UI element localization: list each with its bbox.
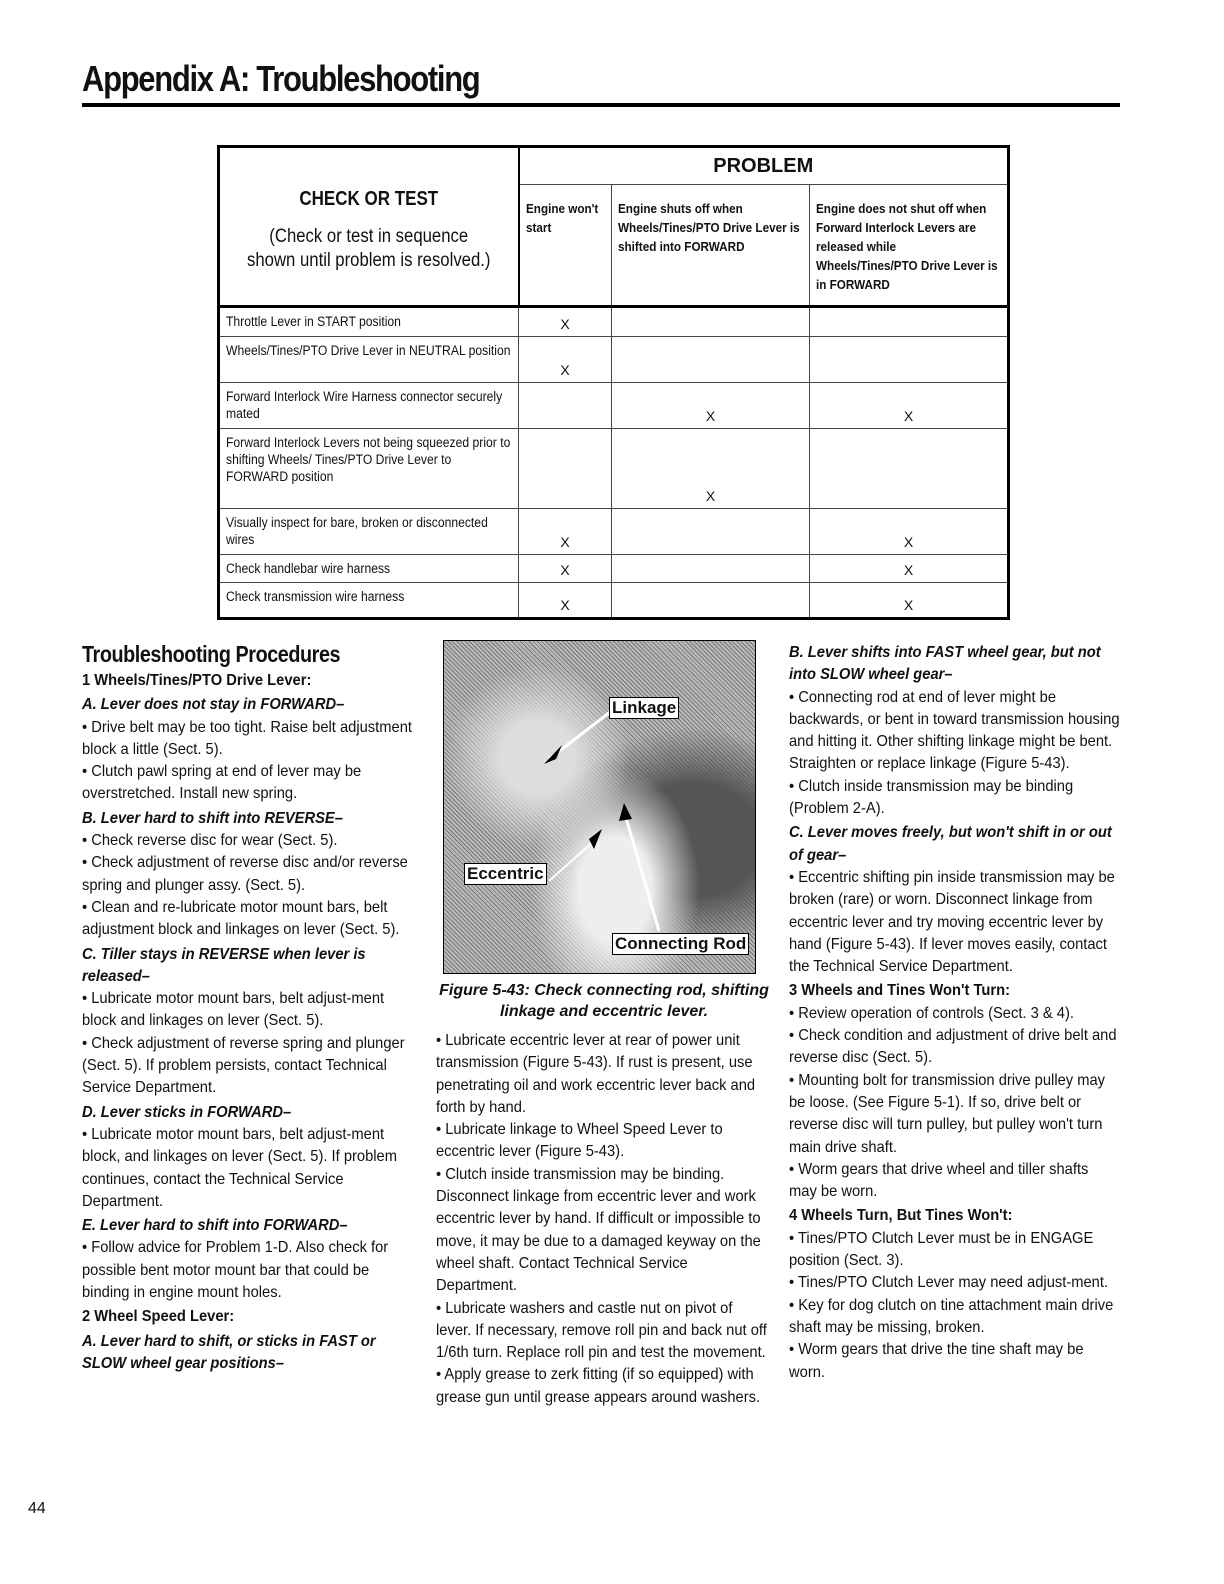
bullet: • Drive belt may be too tight. Raise belt adjustment block a little (Sect. 5). [82, 718, 412, 758]
label-connecting-rod: Connecting Rod [612, 933, 749, 955]
bullet: • Lubricate motor mount bars, belt adjust-ment block and linkages on lever (Sect. 5). [82, 990, 385, 1030]
middle-column [436, 1030, 772, 1409]
problem-mark [810, 307, 1009, 337]
figure-5-43-photo [443, 640, 756, 974]
arrow-icon [619, 803, 632, 821]
problem-mark: X [810, 555, 1009, 583]
problem-mark [810, 337, 1009, 383]
problem-mark: X [519, 583, 612, 619]
problem-mark: X [519, 509, 612, 555]
check-label [219, 583, 519, 619]
problem-mark: X [810, 583, 1009, 619]
bullet: • Lubricate linkage to Wheel Speed Lever to eccentric lever (Figure 5-43). [436, 1121, 723, 1161]
problem-mark [612, 555, 810, 583]
bullet: • Check reverse disc for wear (Sect. 5). [82, 832, 338, 850]
problem-mark [612, 583, 810, 619]
bullet: • Worm gears that drive the tine shaft may be worn. [789, 1341, 1084, 1381]
check-label [219, 337, 519, 383]
check-label-text: Check transmission wire harness [226, 589, 405, 604]
column-header [810, 185, 1009, 307]
problem-mark [519, 429, 612, 509]
title-rule [82, 103, 1120, 107]
subheading: 1 Wheels/Tines/PTO Drive Lever: [82, 672, 312, 689]
page-title: Appendix A: Troubleshooting [82, 58, 480, 99]
problem-heading: B. Lever hard to shift into REVERSE– [82, 809, 343, 827]
bullet: • Clutch inside transmission may be binding. Disconnect linkage from eccentric lever and work eccentric lever by hand. If difficult or impossible to move, it may be due to a damaged keyway on the wheel shaft. Contact Technical Service Department. [436, 1165, 761, 1295]
table-row [219, 583, 1009, 619]
problem-mark: X [810, 383, 1009, 429]
check-title: CHECK OR TEST [299, 188, 439, 210]
bullet: • Key for dog clutch on tine attachment main drive shaft may be missing, broken. [789, 1296, 1114, 1336]
subheading: 4 Wheels Turn, But Tines Won't: [789, 1207, 1013, 1225]
problem-heading: A. Lever does not stay in FORWARD– [82, 696, 345, 714]
left-column [82, 640, 417, 1375]
arrow-icon [589, 829, 602, 849]
check-label [219, 429, 519, 509]
bullet: • Lubricate eccentric lever at rear of power unit transmission (Figure 5-43). If rust is present, use penetrating oil and work eccentric lever back and forth by hand. [436, 1032, 756, 1116]
problem-mark: X [612, 383, 810, 429]
problem-heading: B. Lever shifts into FAST wheel gear, but not into SLOW wheel gear– [789, 644, 1101, 684]
column-header [519, 185, 612, 307]
check-label-text: Check handlebar wire harness [226, 561, 391, 576]
table-row [219, 555, 1009, 583]
bullet: • Connecting rod at end of lever might be backwards, or bent in toward transmission housing and hitting it. Other shifting linkage might be bent. Straighten or replace linkage (Figure 5-43). [789, 688, 1120, 773]
problem-mark: X [519, 307, 612, 337]
problem-mark [810, 429, 1009, 509]
bullet: • Worm gears that drive wheel and tiller shafts may be worn. [789, 1160, 1089, 1201]
bullet: • Tines/PTO Clutch Lever may need adjust-ment. [789, 1274, 1109, 1292]
problem-header: PROBLEM [519, 147, 1009, 185]
troubleshooting-table [217, 145, 1010, 620]
bullet: • Mounting bolt for transmission drive pulley may be loose. (See Figure 5-1). If so, drive belt or reverse disc will turn pulley, but pulley won't turn main drive shaft. [789, 1071, 1106, 1156]
bullet: • Eccentric shifting pin inside transmission may be broken (rare) or worn. Disconnect linkage from eccentric lever and try moving eccentric lever by hand (Figure 5-43). If lever moves easily, contact the Technical Service Department. [789, 868, 1115, 976]
label-eccentric: Eccentric [464, 863, 547, 885]
section-heading: Troubleshooting Procedures [82, 641, 341, 667]
label-linkage: Linkage [609, 697, 679, 719]
bullet: • Clutch pawl spring at end of lever may be overstretched. Install new spring. [82, 763, 362, 803]
check-label-text: Forward Interlock Wire Harness connector securely mated [226, 389, 503, 421]
check-label [219, 555, 519, 583]
column-header-text: Engine does not shut off when Forward Interlock Levers are released while Wheels/Tines/PTO Drive Lever is in FORWARD [816, 201, 998, 292]
bullet: • Check adjustment of reverse spring and plunger (Sect. 5). If problem persists, contact Technical Service Department. [82, 1034, 405, 1097]
check-label-text: Wheels/Tines/PTO Drive Lever in NEUTRAL position [226, 343, 511, 358]
problem-heading: D. Lever sticks in FORWARD– [82, 1103, 292, 1121]
table-row [219, 307, 1009, 337]
arrows [444, 641, 755, 973]
check-label-text: Visually inspect for bare, broken or disconnected wires [226, 515, 488, 547]
table-row [219, 383, 1009, 429]
problem-mark [612, 307, 810, 337]
problem-mark: X [612, 429, 810, 509]
figure-caption: Figure 5-43: Check connecting rod, shifting linkage and eccentric lever. [439, 982, 769, 1020]
check-label [219, 383, 519, 429]
bullet: • Clutch inside transmission may be binding (Problem 2-A). [789, 777, 1074, 818]
problem-heading: C. Tiller stays in REVERSE when lever is released– [82, 945, 366, 985]
bullet: • Lubricate motor mount bars, belt adjust-ment block, and linkages on lever (Sect. 5). If problem continues, contact the Technical Service Department. [82, 1125, 397, 1210]
table-row [219, 509, 1009, 555]
check-subtitle: (Check or test in sequence shown until problem is resolved.) [247, 226, 491, 271]
bullet: • Follow advice for Problem 1-D. Also check for possible bent motor mount bar that could be binding in engine mount holes. [82, 1239, 389, 1302]
problem-mark: X [519, 337, 612, 383]
subheading: 2 Wheel Speed Lever: [82, 1308, 235, 1326]
column-header-text: Engine won't start [525, 201, 598, 235]
check-label-text: Forward Interlock Levers not being squeezed prior to shifting Wheels/ Tines/PTO Drive Lever to FORWARD position [226, 435, 511, 484]
check-or-test-header [219, 147, 519, 307]
subheading: 3 Wheels and Tines Won't Turn: [789, 982, 1011, 1000]
bullet: • Check condition and adjustment of drive belt and reverse disc (Sect. 5). [789, 1027, 1117, 1067]
problem-mark: X [810, 509, 1009, 555]
bullet: • Apply grease to zerk fitting (if so equipped) with grease gun until grease appears around washers. [436, 1366, 761, 1406]
problem-mark: X [519, 555, 612, 583]
problem-mark [612, 337, 810, 383]
problem-heading: C. Lever moves freely, but won't shift in or out of gear– [789, 824, 1112, 864]
column-header-text: Engine shuts off when Wheels/Tines/PTO Drive Lever is shifted into FORWARD [618, 201, 800, 254]
problem-mark [519, 383, 612, 429]
arrow-icon [544, 745, 562, 764]
table-row [219, 337, 1009, 383]
bullet: • Check adjustment of reverse disc and/or reverse spring and plunger assy. (Sect. 5). [82, 854, 408, 894]
problem-heading: E. Lever hard to shift into FORWARD– [82, 1217, 348, 1235]
check-label [219, 307, 519, 337]
bullet: • Clean and re-lubricate motor mount bars, belt adjustment block and linkages on lever (Sect. 5). [82, 898, 400, 939]
problem-mark [612, 509, 810, 555]
bullet: • Review operation of controls (Sect. 3 & 4). [789, 1004, 1074, 1022]
table-row [219, 429, 1009, 509]
check-label-text: Throttle Lever in START position [226, 314, 401, 329]
bullet: • Tines/PTO Clutch Lever must be in ENGAGE position (Sect. 3). [789, 1229, 1094, 1270]
column-header [612, 185, 810, 307]
problem-heading: A. Lever hard to shift, or sticks in FAST or SLOW wheel gear positions– [82, 1332, 376, 1372]
check-label [219, 509, 519, 555]
bullet: • Lubricate washers and castle nut on pivot of lever. If necessary, remove roll pin and back nut off 1/6th turn. Replace roll pin and test the movement. [436, 1299, 767, 1362]
page-number: 44 [28, 1500, 46, 1517]
right-column [789, 640, 1122, 1384]
